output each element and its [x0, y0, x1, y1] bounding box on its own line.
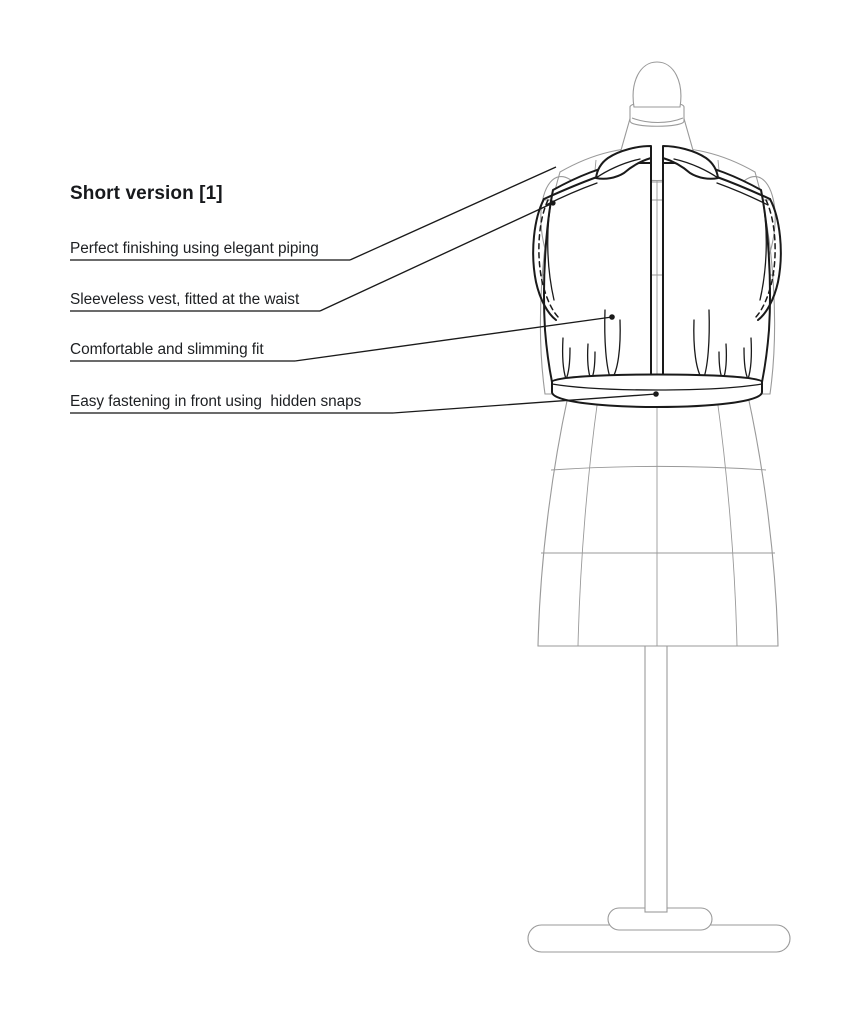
vest-waistband	[552, 375, 762, 408]
callout-hidden-snaps-label: Easy fastening in front using hidden snaps	[70, 393, 362, 410]
callout-slimming-fit-label: Comfortable and slimming fit	[70, 341, 264, 358]
mannequin-hip-body	[538, 396, 778, 646]
leader-dot-slimming-fit	[609, 314, 615, 320]
stand-pole	[645, 640, 667, 912]
leader-dot-sleeveless-vest	[550, 200, 555, 205]
leader-line-piping	[350, 167, 556, 260]
vest-left-front-panel	[544, 163, 651, 382]
leader-line-sleeveless-vest	[320, 203, 553, 311]
vest-right-front-panel	[663, 163, 770, 382]
callout-sleeveless-vest-label: Sleeveless vest, fitted at the waist	[70, 291, 300, 308]
mannequin-head-dome	[633, 62, 681, 107]
leader-dot-hidden-snaps	[653, 391, 659, 397]
callout-piping-label: Perfect finishing using elegant piping	[70, 240, 319, 257]
page-title: Short version [1]	[70, 183, 223, 204]
